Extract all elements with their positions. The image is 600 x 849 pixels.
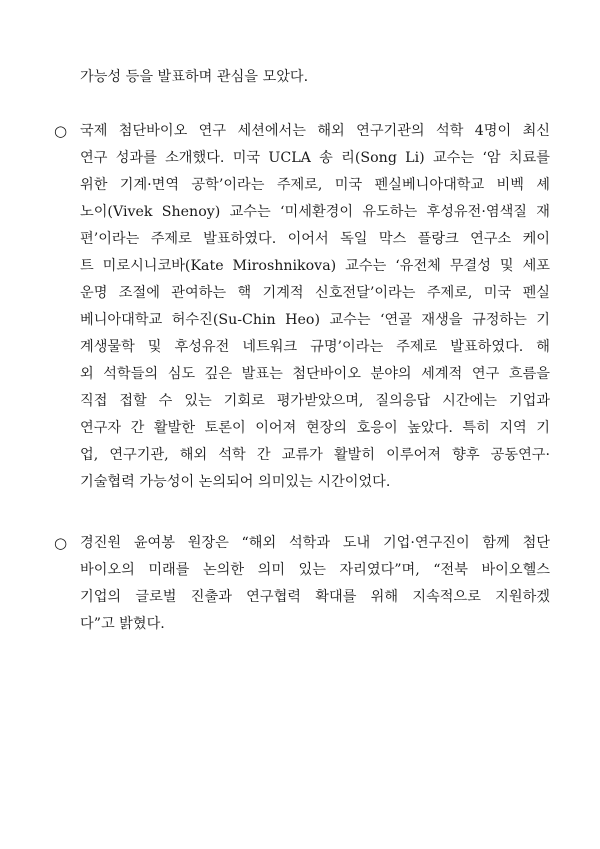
text-line: 연구 성과를 소개했다. 미국 UCLA 송 리(Song Li) 교수는 ‘암 치료를 (80, 150, 550, 166)
text-line: 업, 연구기관, 해외 석학 간 교류가 활발히 이루어져 향후 공동연구· (80, 447, 550, 463)
text-line: 기업의 글로벌 진출과 연구협력 확대를 위해 지속적으로 지원하겠 (80, 589, 550, 605)
text-line: 계생물학 및 후성유전 네트워크 규명’이라는 주제로 발표하였다. 해 (80, 339, 550, 355)
text-line: 운명 조절에 관여하는 핵 기계적 신호전달’이라는 주제로, 미국 펜실 (80, 285, 550, 301)
text-line: 다”고 밝혔다. (80, 616, 165, 632)
text-line: 노이(Vivek Shenoy) 교수는 ‘미세환경이 유도하는 후성유전·염색질 재 (80, 204, 550, 220)
paragraph-lines (80, 118, 550, 496)
text-line: 외 석학들의 심도 깊은 발표는 첨단바이오 분야의 세계적 연구 흐름을 (80, 366, 550, 382)
text-line: 트 미로시니코바(Kate Miroshnikova) 교수는 ‘유전체 무결성 및 세포 (80, 258, 550, 274)
text-line: 연구자 간 활발한 토론이 이어져 현장의 호응이 높았다. 특히 지역 기 (80, 420, 550, 436)
paragraph-lines (80, 530, 550, 638)
continuation-line: 가능성 등을 발표하며 관심을 모았다. (80, 69, 309, 85)
text-line: 베니아대학교 허수진(Su-Chin Heo) 교수는 ‘연골 재생을 규정하는 기 (80, 312, 550, 328)
text-line: 위한 기계·면역 공학’이라는 주제로, 미국 펜실베니아대학교 비벡 셰 (80, 177, 550, 193)
text-line: 기술협력 가능성이 논의되어 의미있는 시간이었다. (80, 474, 391, 490)
text-line: 바이오의 미래를 논의한 의미 있는 자리였다”며, “전북 바이오헬스 (80, 562, 550, 578)
text-line: 국제 첨단바이오 연구 세션에서는 해외 연구기관의 석학 4명이 최신 (80, 123, 550, 139)
text-line: 편’이라는 주제로 발표하였다. 이어서 독일 막스 플랑크 연구소 케이 (80, 231, 550, 247)
bullet-circle: ○ (54, 534, 68, 552)
bullet-circle: ○ (54, 122, 68, 140)
text-line: 경진원 윤여봉 원장은 “해외 석학과 도내 기업·연구진이 함께 첨단 (80, 535, 550, 551)
text-line: 직접 접할 수 있는 기회로 평가받았으며, 질의응답 시간에는 기업과 (80, 393, 550, 409)
